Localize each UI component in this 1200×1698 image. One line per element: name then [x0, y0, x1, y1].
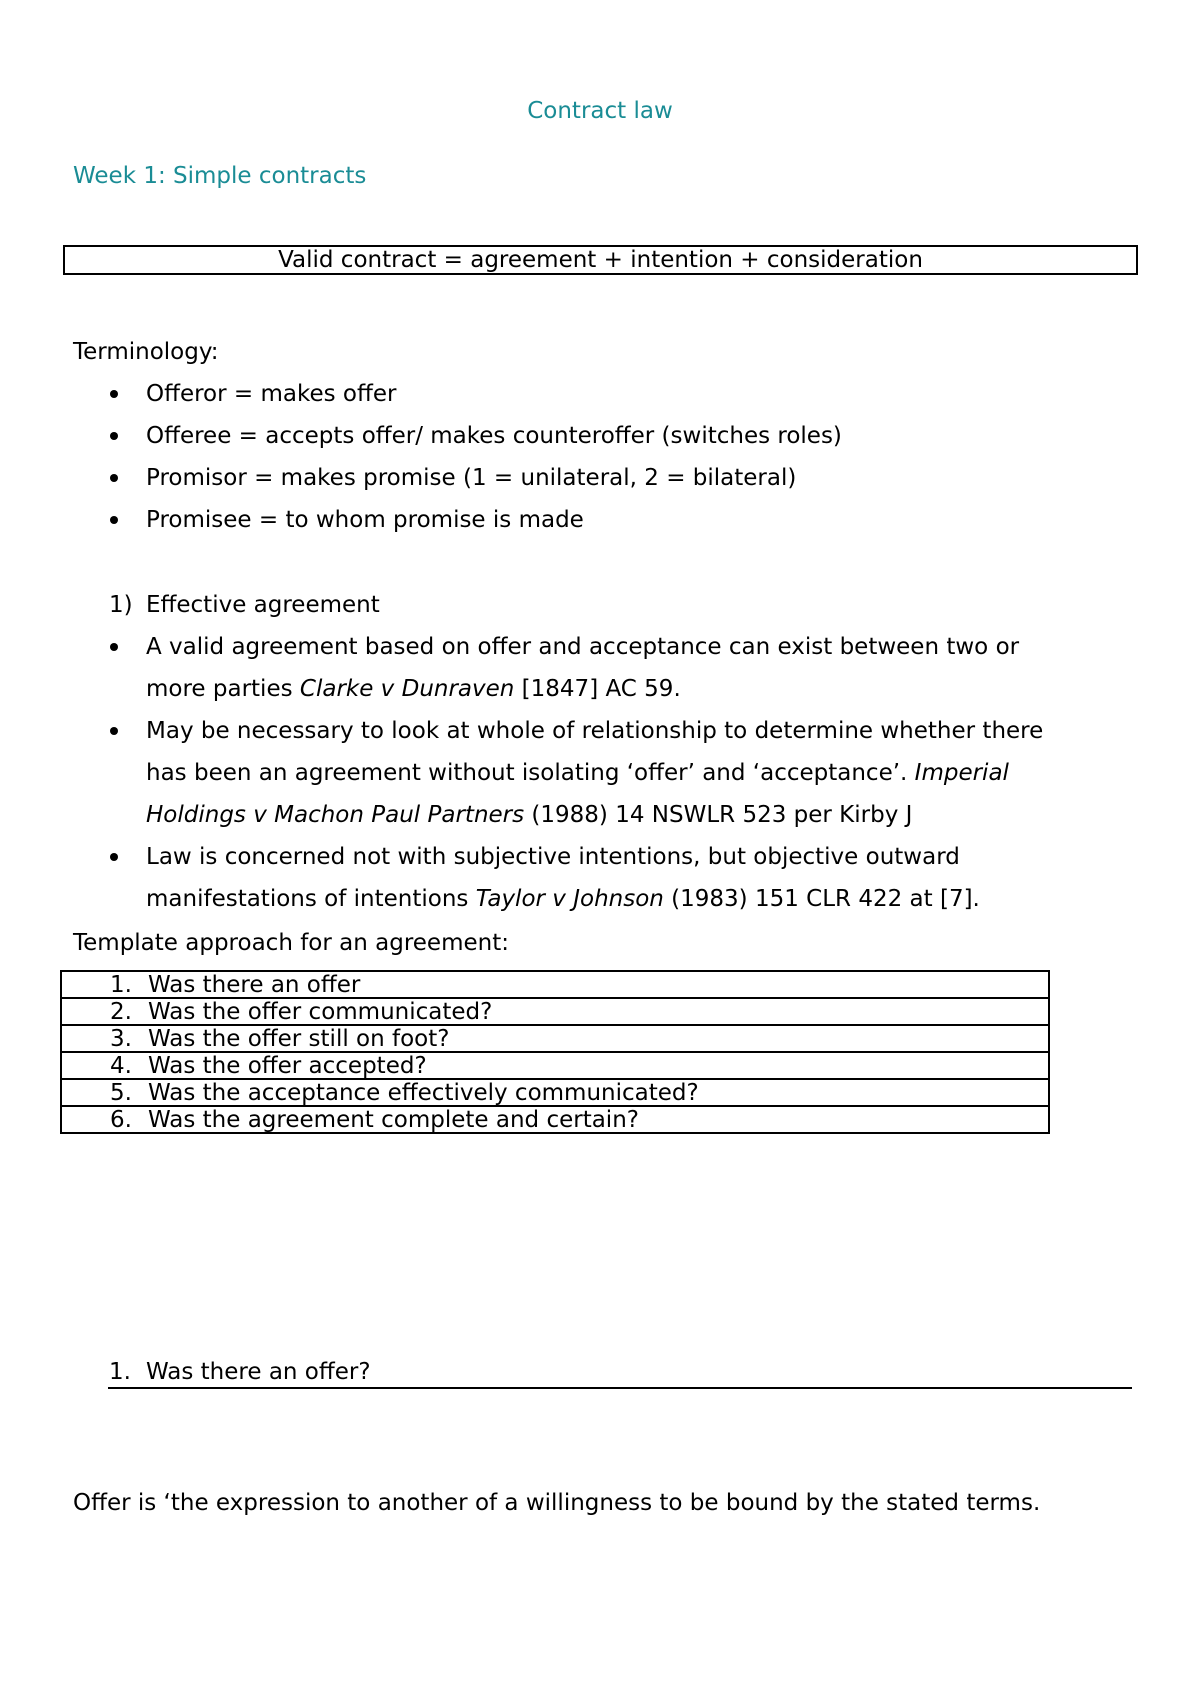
list-item	[146, 710, 1043, 836]
bullet-line	[146, 668, 1043, 710]
subheading-text: Was there an offer?	[146, 1359, 371, 1385]
step-number: 3.	[110, 1025, 132, 1052]
text-run: has been an agreement without isolating ‘offer’ and ‘acceptance’.	[146, 760, 915, 786]
step-number: 1.	[110, 971, 132, 998]
table-cell	[61, 1052, 1049, 1079]
table-cell	[61, 971, 1049, 998]
step-number: 6.	[110, 1106, 132, 1133]
table-row	[61, 1079, 1049, 1106]
bullet-line: A valid agreement based on offer and acceptance can exist between two or	[146, 626, 1043, 668]
section-effective-agreement	[109, 584, 1044, 920]
list-item: Promisee = to whom promise is made	[146, 499, 842, 541]
step-text: Was the acceptance effectively communicated?	[148, 1079, 699, 1106]
table-cell	[61, 1025, 1049, 1052]
bullet-line	[146, 752, 1043, 794]
table-row	[61, 1052, 1049, 1079]
step-text: Was the offer accepted?	[148, 1052, 427, 1079]
week-heading: Week 1: Simple contracts	[73, 163, 367, 189]
terminology-label: Terminology:	[73, 339, 219, 365]
table-cell	[61, 1106, 1049, 1133]
text-run: manifestations of intentions	[146, 886, 476, 912]
template-label: Template approach for an agreement:	[73, 930, 509, 956]
document-title: Contract law	[527, 98, 673, 124]
list-item	[146, 626, 1043, 710]
bullet-line: May be necessary to look at whole of relationship to determine whether there	[146, 710, 1043, 752]
step-text: Was the offer communicated?	[148, 998, 493, 1025]
table-row	[61, 1106, 1049, 1133]
subheading-number: 1.	[109, 1359, 131, 1385]
case-name: Clarke v Dunraven	[299, 676, 515, 702]
template-table	[60, 970, 1050, 1134]
step-number: 4.	[110, 1052, 132, 1079]
step-number: 5.	[110, 1079, 132, 1106]
bullet-line	[146, 878, 1043, 920]
citation: [1847] AC 59.	[514, 676, 681, 702]
table-row	[61, 998, 1049, 1025]
list-item: Offeror = makes offer	[146, 373, 842, 415]
list-item: Promisor = makes promise (1 = unilateral, 2 = bilateral)	[146, 457, 842, 499]
offer-definition: Offer is ‘the expression to another of a willingness to be bound by the stated terms.	[73, 1490, 1041, 1516]
list-item	[146, 836, 1043, 920]
case-name: Taylor v Johnson	[475, 886, 664, 912]
step-text: Was the offer still on foot?	[148, 1025, 450, 1052]
bullet-line: Law is concerned not with subjective intentions, but objective outward	[146, 836, 1043, 878]
text-run: more parties	[146, 676, 300, 702]
table-row	[61, 971, 1049, 998]
bullet-line	[146, 794, 1043, 836]
citation: (1983) 151 CLR 422 at [7].	[663, 886, 980, 912]
formula-box	[63, 245, 1138, 275]
section-heading	[109, 584, 1043, 626]
section-title: Effective agreement	[146, 592, 380, 618]
case-name: Holdings v Machon Paul Partners	[146, 802, 525, 828]
formula-text: Valid contract = agreement + intention + consideration	[278, 247, 923, 273]
list-item: Offeree = accepts offer/ makes counteroffer (switches roles)	[146, 415, 842, 457]
table-row	[61, 1025, 1049, 1052]
subheading-rule	[108, 1387, 1132, 1389]
table-cell	[61, 998, 1049, 1025]
step-text: Was there an offer	[148, 971, 361, 998]
section-number: 1)	[109, 592, 133, 618]
step-number: 2.	[110, 998, 132, 1025]
step-text: Was the agreement complete and certain?	[148, 1106, 639, 1133]
citation: (1988) 14 NSWLR 523 per Kirby J	[524, 802, 913, 828]
case-name: Imperial	[914, 760, 1009, 786]
table-cell	[61, 1079, 1049, 1106]
terminology-list	[146, 373, 842, 541]
